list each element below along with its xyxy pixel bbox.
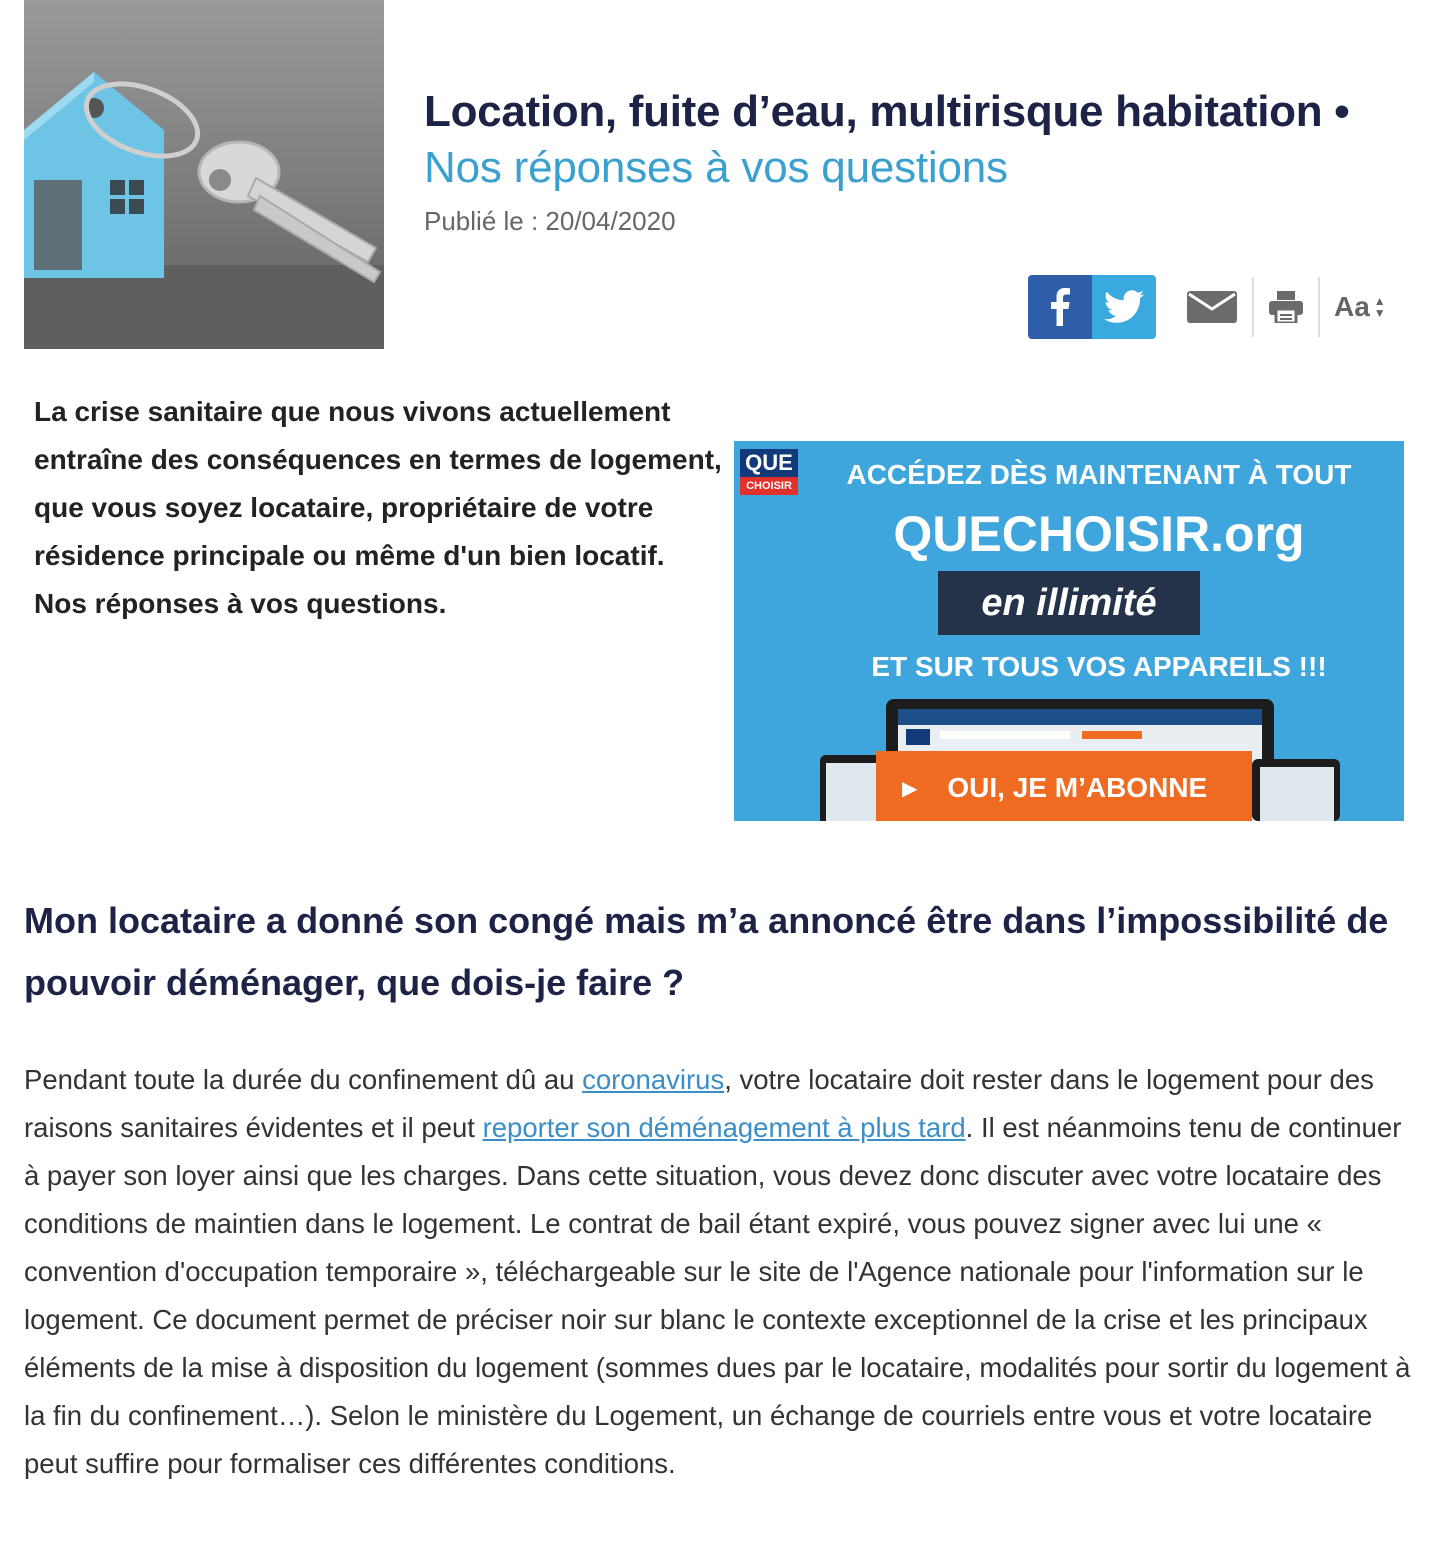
title-text: Location, fuite d’eau, multirisque habitation — [424, 87, 1323, 136]
paragraph-text: , votre locataire doit rester dans le logement pour des raisons sanitaires évidentes et il peut — [24, 1064, 1374, 1143]
email-share-button[interactable] — [1186, 275, 1238, 339]
ad-line-3: en illimité — [938, 571, 1200, 635]
logo-bottom: CHOISIR — [740, 477, 798, 495]
mail-icon — [1187, 291, 1237, 323]
article-header — [424, 84, 1424, 237]
subscribe-cta-button[interactable] — [876, 751, 1252, 821]
toolbar-divider — [1318, 277, 1320, 337]
page-subtitle: Nos réponses à vos questions — [424, 143, 1008, 192]
answer-paragraph — [24, 1056, 1419, 1488]
ad-line-4: ET SUR TOUS VOS APPAREILS !!! — [871, 651, 1327, 682]
paragraph-text: . Il est néanmoins tenu de continuer à payer son loyer ainsi que les charges. Dans cette situation, vous devez donc discuter avec votre locataire des conditions de maintien dans le logement. Le contrat de bail étant expiré, vous pouvez signer avec lui une « convention d'occupation temporaire », téléchargeable sur le site de l'Agence nationale pour l'information sur le logement. Ce document permet de préciser noir sur blanc le contexte exceptionnel de la crise et les principaux éléments de la mise à disposition du logement (sommes dues par le locataire, modalités pour sortir du logement à la fin du confinement…). Selon le ministère du Logement, un échange de courriels entre vous et votre locataire peut suffire pour formaliser ces différentes conditions. — [24, 1112, 1411, 1479]
paragraph-text: Pendant toute la durée du confinement dû au — [24, 1064, 583, 1095]
article-lead: La crise sanitaire que nous vivons actuellement entraîne des conséquences en termes de logement, que vous soyez locataire, propriétaire de votre résidence principale ou même d'un bien locatif. Nos réponses à vos questions. — [34, 396, 722, 619]
font-size-label: Aa — [1334, 291, 1370, 322]
question-heading: Mon locataire a donné son congé mais m’a annoncé être dans l’impossibilité de pouvoir déménager, que dois-je faire ? — [24, 900, 1389, 1003]
page-title — [424, 84, 1424, 140]
postpone-moving-link[interactable]: reporter son déménagement à plus tard — [482, 1112, 966, 1143]
share-toolbar — [1028, 275, 1386, 339]
font-size-button[interactable] — [1334, 275, 1386, 339]
subscription-ad-banner[interactable] — [734, 441, 1404, 821]
ad-line-2: QUECHOISIR.org — [893, 506, 1305, 562]
print-icon — [1269, 291, 1303, 323]
coronavirus-link[interactable]: coronavirus — [582, 1064, 725, 1095]
up-down-arrows-icon: ▲ ▼ — [1373, 294, 1386, 320]
facebook-share-button[interactable] — [1028, 275, 1092, 339]
twitter-share-button[interactable] — [1092, 275, 1156, 339]
twitter-icon — [1104, 290, 1144, 324]
article-image — [24, 0, 384, 349]
title-bullet: • — [1334, 87, 1350, 136]
play-arrow-icon: ▶ — [902, 777, 918, 800]
cta-label: OUI, JE M’ABONNE — [947, 772, 1208, 803]
ad-line-1: ACCÉDEZ DÈS MAINTENANT À TOUT — [846, 459, 1352, 490]
facebook-icon — [1050, 288, 1070, 326]
logo-top: QUE — [740, 449, 798, 477]
print-button[interactable] — [1268, 275, 1304, 339]
publish-date: Publié le : 20/04/2020 — [424, 206, 676, 236]
toolbar-divider — [1252, 277, 1254, 337]
